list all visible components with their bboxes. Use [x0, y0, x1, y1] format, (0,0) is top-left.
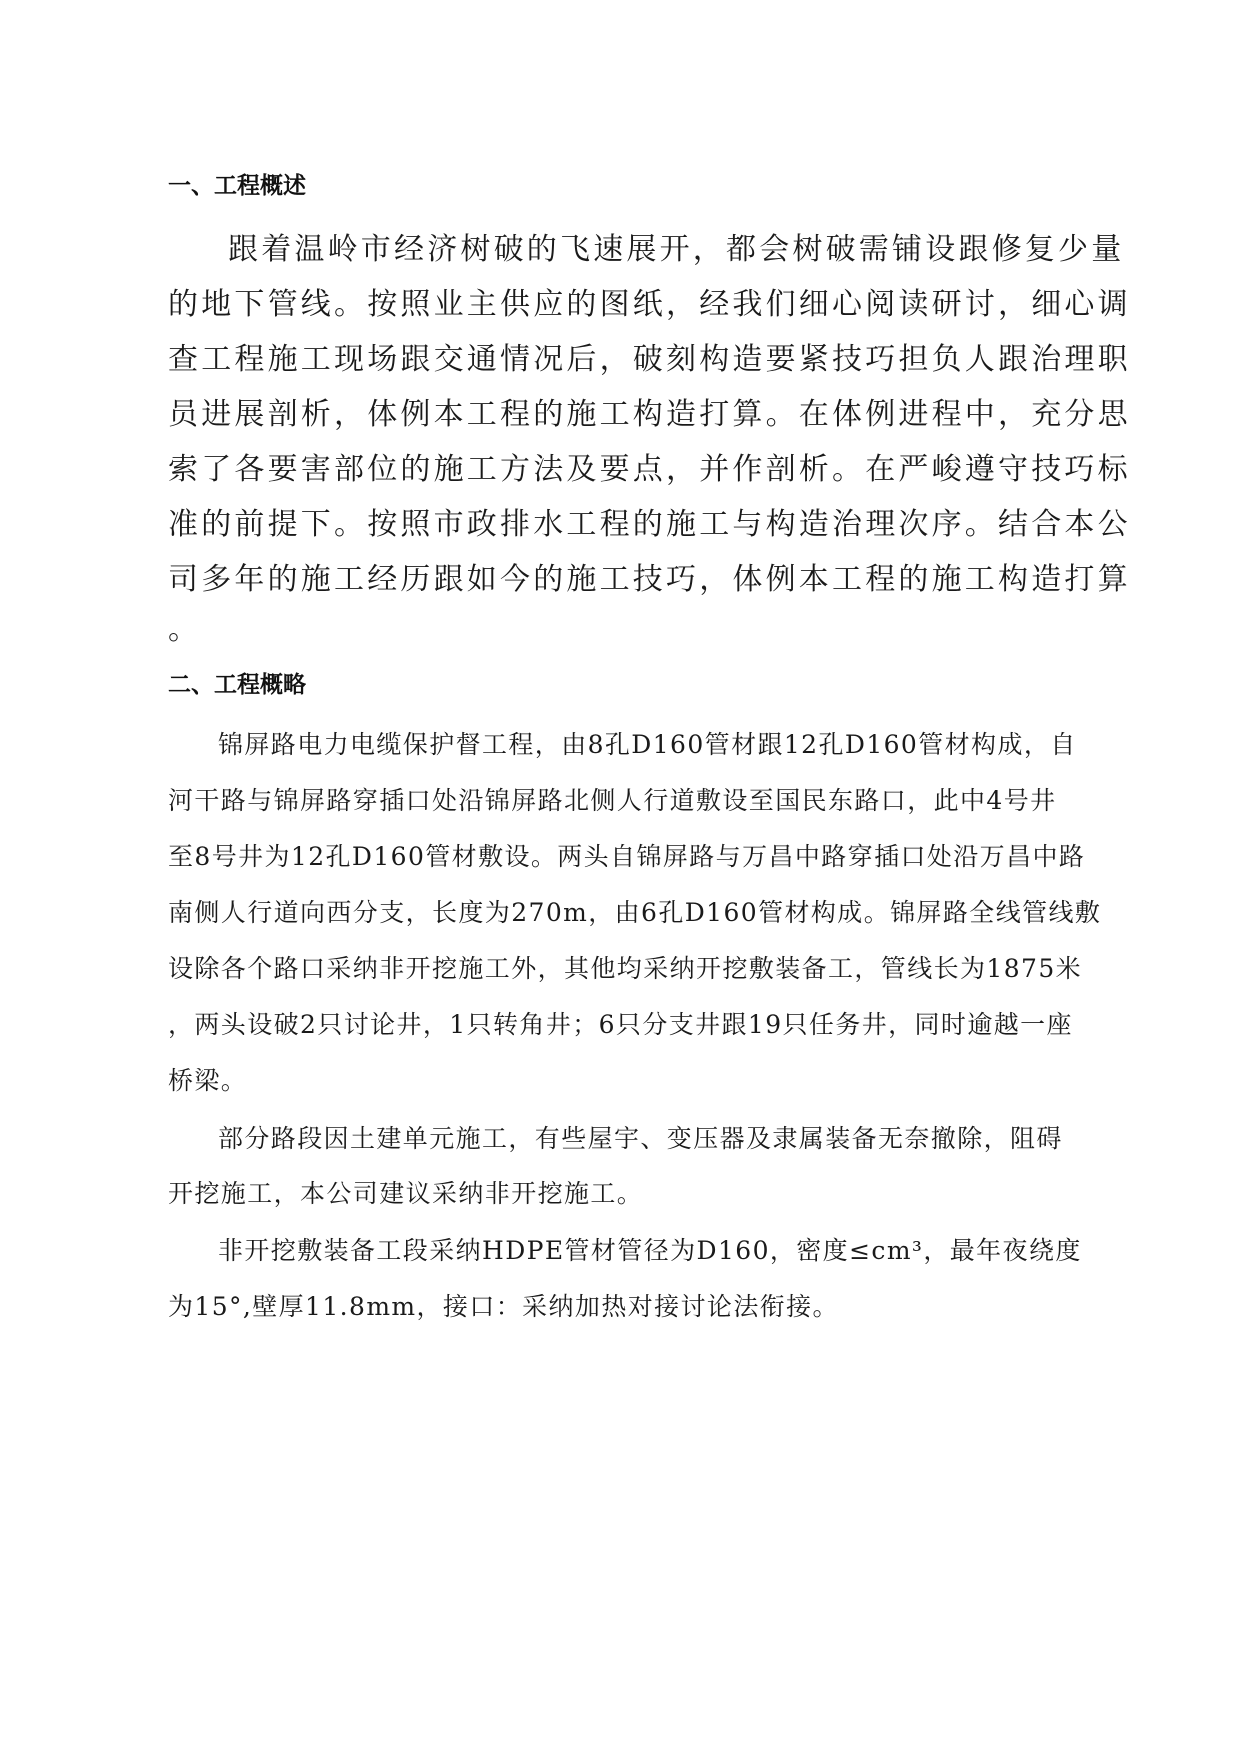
section2-para1-line: 至8号井为12孔D160管材敷设。两头自锦屏路与万昌中路穿插口处沿万昌中路 [168, 842, 1086, 871]
section1-line: 的地下管线。按照业主供应的图纸，经我们细心阅读研讨，细心调 [168, 287, 1131, 322]
section1-heading: 一、工程概述 [168, 173, 306, 199]
section1-line: 准的前提下。按照市政排水工程的施工与构造治理次序。结合本公 [168, 507, 1131, 542]
section2-para3-line: 为15°,壁厚11.8mm，接口：采纳加热对接讨论法衔接。 [168, 1292, 839, 1321]
section2-para2-line: 部分路段因土建单元施工，有些屋宇、变压器及隶属装备无奈撤除，阻碍 [218, 1124, 1063, 1153]
section2-para1-line: 设除各个路口采纳非开挖施工外，其他均采纳开挖敷装备工，管线长为1875米 [168, 954, 1083, 983]
section2-para1-line: 河干路与锦屏路穿插口处沿锦屏路北侧人行道敷设至国民东路口，此中4号井 [168, 786, 1057, 815]
section1-line: 司多年的施工经历跟如今的施工技巧，体例本工程的施工构造打算 [168, 562, 1131, 597]
section2-para1-line: 南侧人行道向西分支，长度为270m，由6孔D160管材构成。锦屏路全线管线敷 [168, 898, 1102, 927]
section1-line: 查工程施工现场跟交通情况后，破刻构造要紧技巧担负人跟治理职 [168, 342, 1131, 377]
section1-line: 跟着温岭市经济树破的飞速展开，都会树破需铺设跟修复少量 [228, 232, 1125, 267]
section2-para1-line: 桥梁。 [168, 1066, 248, 1095]
section1-line: 员进展剖析，体例本工程的施工构造打算。在体例进程中，充分思 [168, 397, 1131, 432]
section2-para1-line: 锦屏路电力电缆保护督工程，由8孔D160管材跟12孔D160管材构成，自 [218, 730, 1077, 759]
section1-line: 。 [168, 612, 202, 647]
section2-heading: 二、工程概略 [168, 672, 306, 698]
section1-line: 索了各要害部位的施工方法及要点，并作剖析。在严峻遵守技巧标 [168, 452, 1131, 487]
section2-para1-line: ，两头设破2只讨论井，1只转角井；6只分支井跟19只任务井，同时逾越一座 [168, 1010, 1073, 1039]
section2-para2-line: 开挖施工，本公司建议采纳非开挖施工。 [168, 1179, 644, 1208]
section2-para3-line: 非开挖敷装备工段采纳HDPE管材管径为D160，密度≤cm³，最年夜绕度 [218, 1236, 1082, 1265]
